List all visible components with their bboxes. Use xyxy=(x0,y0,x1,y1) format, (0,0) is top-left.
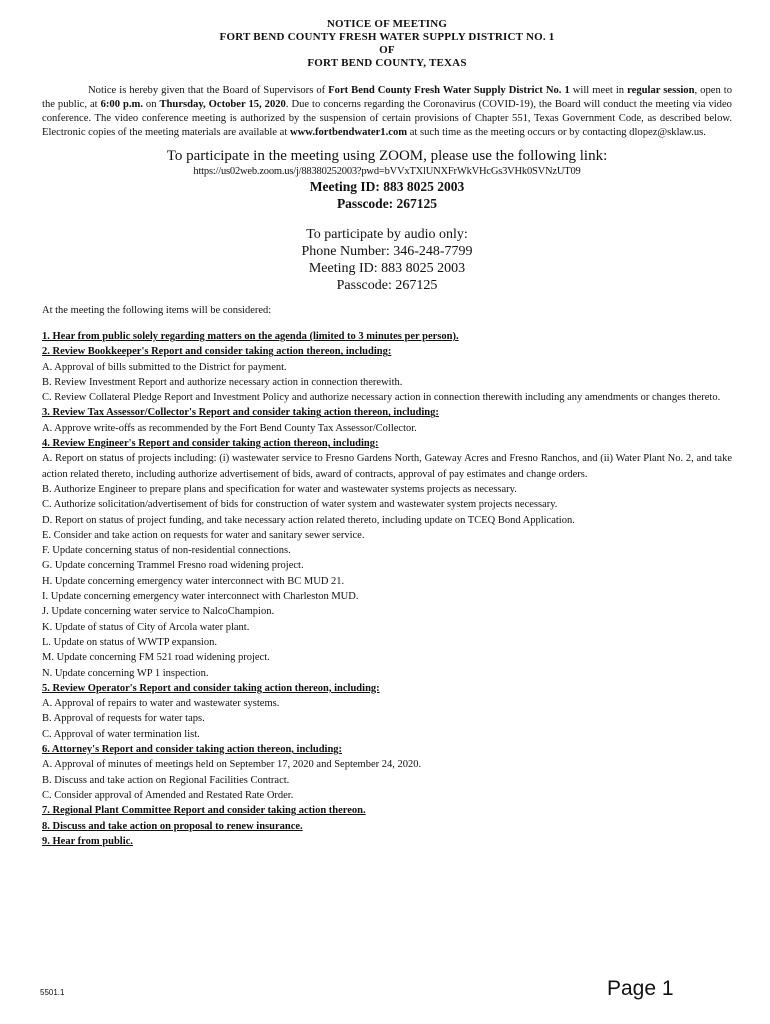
notice-text: on xyxy=(142,99,160,110)
agenda-item: B. Approval of requests for water taps. xyxy=(42,713,205,725)
audio-section xyxy=(42,226,732,294)
document-page xyxy=(42,18,732,849)
agenda-item: A. Approve write-offs as recommended by the Fort Bend County Tax Assessor/Collector. xyxy=(42,422,417,434)
notice-text: , open to the public, at xyxy=(42,85,732,110)
agenda-item: H. Update concerning emergency water interconnect with BC MUD 21. xyxy=(42,575,345,587)
agenda-item: K. Update of status of City of Arcola water plant. xyxy=(42,621,250,633)
audio-phone: Phone Number: 346-248-7799 xyxy=(301,244,473,259)
zoom-section xyxy=(42,148,732,212)
notice-session: regular session xyxy=(627,85,695,96)
audio-heading: To participate by audio only: xyxy=(306,227,468,242)
agenda-item: J. Update concerning water service to NalcoChampion. xyxy=(42,606,275,618)
agenda-section-heading: 8. Discuss and take action on proposal to renew insurance. xyxy=(42,820,303,832)
notice-district: Fort Bend County Fresh Water Supply District No. 1 xyxy=(328,85,570,96)
agenda-item: L. Update on status of WWTP expansion. xyxy=(42,636,217,648)
zoom-heading: To participate in the meeting using ZOOM, please use the following link: xyxy=(166,148,608,164)
agenda-item: B. Review Investment Report and authorize necessary action in connection therewith. xyxy=(42,376,403,388)
agenda-item: E. Consider and take action on requests for water and sanitary sewer service. xyxy=(42,529,365,541)
agenda-item: G. Update concerning Trammel Fresno road widening project. xyxy=(42,560,304,572)
header-county: FORT BEND COUNTY, TEXAS xyxy=(307,57,467,69)
agenda-item: N. Update concerning WP 1 inspection. xyxy=(42,667,209,679)
audio-passcode: Passcode: 267125 xyxy=(336,278,438,293)
agenda-item: D. Report on status of project funding, and take necessary action related thereto, including update on TCEQ Bond Application. xyxy=(42,514,575,526)
agenda-item: C. Approval of water termination list. xyxy=(42,728,200,740)
notice-paragraph xyxy=(42,84,732,140)
footer-code: 5501.1 xyxy=(40,988,65,997)
agenda-item: A. Approval of minutes of meetings held on September 17, 2020 and September 24, 2020. xyxy=(42,759,422,771)
notice-text: Notice is hereby given that the Board of Supervisors of xyxy=(88,85,329,96)
header-district: FORT BEND COUNTY FRESH WATER SUPPLY DISTRICT NO. 1 xyxy=(219,31,555,43)
agenda-item: M. Update concerning FM 521 road widening project. xyxy=(42,652,270,664)
header-title: NOTICE OF MEETING xyxy=(326,18,448,30)
agenda-section-heading: 5. Review Operator's Report and consider taking action thereon, including: xyxy=(42,682,380,694)
agenda-item: A. Approval of repairs to water and wastewater systems. xyxy=(42,698,280,710)
agenda-item: A. Approval of bills submitted to the District for payment. xyxy=(42,361,287,373)
agenda-section-heading: 6. Attorney's Report and consider taking action thereon, including: xyxy=(42,744,343,756)
notice-time: 6:00 p.m. xyxy=(100,99,143,110)
zoom-meeting-id: Meeting ID: 883 8025 2003 xyxy=(309,179,465,194)
notice-date: Thursday, October 15, 2020 xyxy=(159,99,286,110)
notice-text: . Due to concerns regarding the Coronavirus (COVID-19), the Board will conduct the meeting via video conference. The video conference meeting is authorized by the suspension of certain provisions of Chapter 551, Texas Government Code, as described below. Electronic copies of the meeting materials are available at xyxy=(42,99,732,138)
agenda-item: C. Consider approval of Amended and Restated Rate Order. xyxy=(42,789,294,801)
agenda-item: B. Authorize Engineer to prepare plans and specification for water and wastewater systems projects as necessary. xyxy=(42,483,517,495)
zoom-passcode: Passcode: 267125 xyxy=(336,196,438,211)
notice-text: at such time as the meeting occurs or by contacting dlopez@sklaw.us. xyxy=(407,127,706,138)
agenda-item: A. Report on status of projects including: (i) wastewater service to Fresno Gardens North, Gateway Acres and Fresno Ranchos, and (ii) Water Plant No. 2, and take action related thereto, including authorize advertisement of bids, award of contracts, approval of pay estimates and change orders. xyxy=(42,453,732,480)
agenda-list xyxy=(42,329,732,849)
agenda-item: C. Authorize solicitation/advertisement of bids for construction of water system and wastewater system projects necessary. xyxy=(42,499,558,511)
agenda-section-heading: 7. Regional Plant Committee Report and consider taking action thereon. xyxy=(42,805,366,817)
agenda-section-heading: 2. Review Bookkeeper's Report and consider taking action thereon, including: xyxy=(42,346,392,358)
agenda-intro: At the meeting the following items will be considered: xyxy=(42,305,272,316)
page-number: Page 1 xyxy=(607,977,674,1000)
agenda-section-heading: 9. Hear from public. xyxy=(42,835,133,847)
agenda-item: F. Update concerning status of non-residential connections. xyxy=(42,545,291,557)
notice-header xyxy=(42,18,732,70)
agenda-section-heading: 4. Review Engineer's Report and consider taking action thereon, including: xyxy=(42,438,379,450)
audio-meeting-id: Meeting ID: 883 8025 2003 xyxy=(308,261,466,276)
agenda-item: B. Discuss and take action on Regional Facilities Contract. xyxy=(42,774,290,786)
notice-text: will meet in xyxy=(569,85,628,96)
zoom-link[interactable]: https://us02web.zoom.us/j/88380252003?pwd=bVVxTXlUNXFrWkVHcGs3VHk0SVNzUT09 xyxy=(193,166,581,177)
agenda-item: I. Update concerning emergency water interconnect with Charleston MUD. xyxy=(42,591,359,603)
agenda-item: C. Review Collateral Pledge Report and Investment Policy and authorize necessary action in connection therewith including any amendments or changes thereto. xyxy=(42,392,721,404)
agenda-section-heading: 3. Review Tax Assessor/Collector's Report and consider taking action thereon, including: xyxy=(42,407,439,419)
agenda-section-heading: 1. Hear from public solely regarding matters on the agenda (limited to 3 minutes per person). xyxy=(42,331,459,342)
notice-website-link[interactable]: www.fortbendwater1.com xyxy=(289,127,408,138)
header-of: OF xyxy=(379,44,395,56)
